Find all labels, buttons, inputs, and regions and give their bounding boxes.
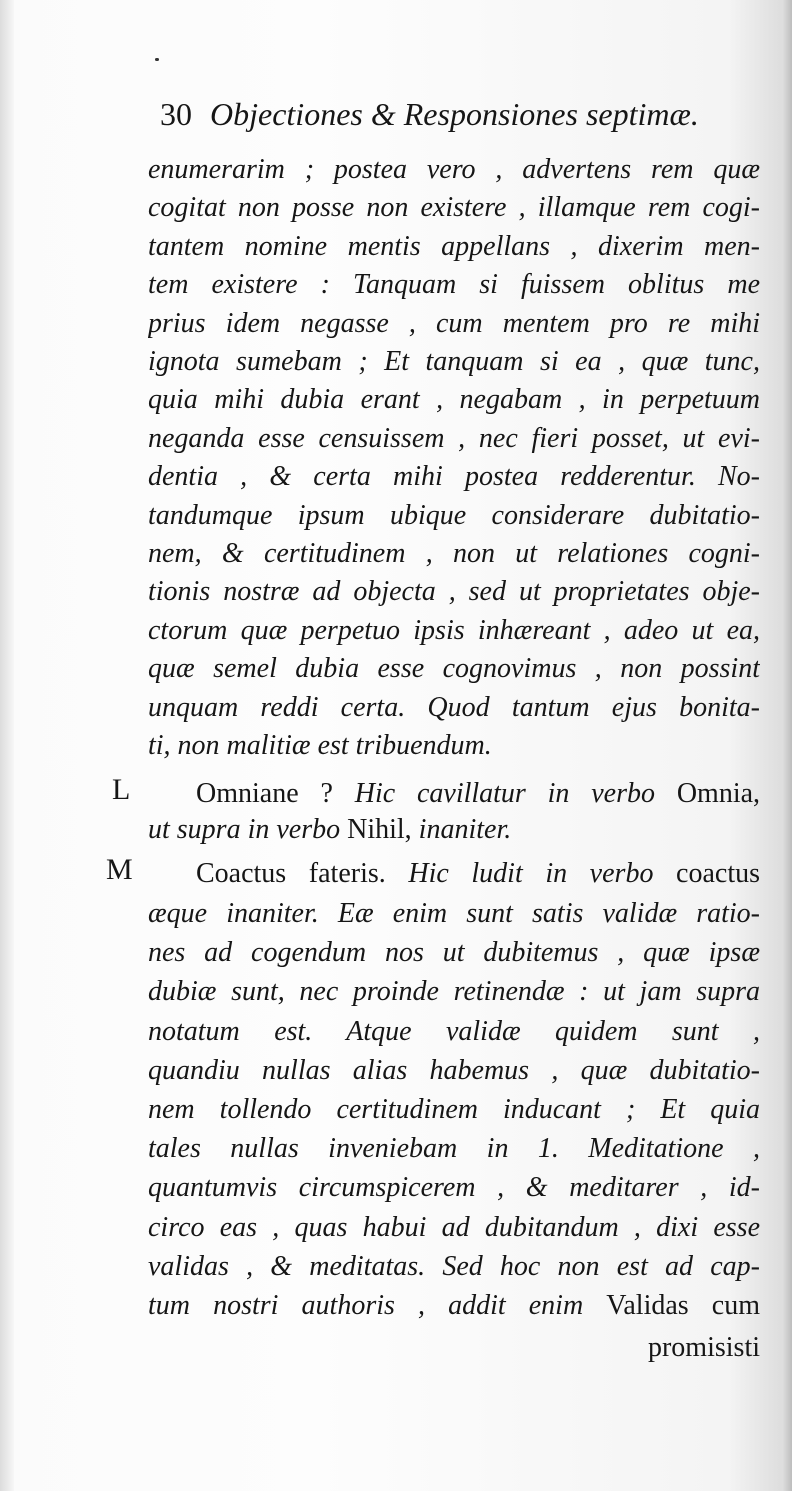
text-line: dentia , & certa mihi postea redderentur. No- — [148, 461, 760, 493]
text-line: notatum est. Atque validæ quidem sunt , — [148, 1015, 760, 1047]
text-line: neganda esse censuissem , nec fieri posset, ut evi- — [148, 422, 760, 454]
text-line: quantumvis circumspicerem , & meditarer , id- — [148, 1172, 760, 1204]
text-line: quæ semel dubia esse cognovimus , non possint — [148, 653, 760, 685]
section-m-last-line-keyword: Validas cum — [606, 1290, 760, 1321]
text-line: nes ad cogendum nos ut dubitemus , quæ ipsæ — [148, 937, 760, 969]
page-edge — [782, 0, 792, 1491]
text-line: quandiu nullas alias habemus , quæ dubitatio- — [148, 1054, 760, 1086]
text-line: tandumque ipsum ubique considerare dubitatio- — [148, 499, 760, 531]
text-line: ctorum quæ perpetuo ipsis inhæreant , adeo ut ea, — [148, 614, 760, 646]
section-m-comment: Hic ludit in verbo — [408, 858, 654, 889]
text-line: ti, non malitiæ est tribuendum. — [148, 730, 492, 761]
gutter-shadow — [0, 0, 14, 1491]
running-header — [160, 92, 760, 136]
text-line: enumerarim ; postea vero , advertens rem quæ — [148, 154, 760, 185]
text-line: tionis nostræ ad objecta , sed ut proprietates obje- — [148, 576, 760, 608]
section-l-quote: Omniane ? — [196, 778, 333, 809]
margin-marker-l: L — [112, 773, 131, 806]
section-l-line-2-keyword: Nihil, — [347, 814, 412, 845]
section-l-keyword: Omnia, — [676, 778, 760, 809]
text-line: nem tollendo certitudinem inducant ; Et quia — [148, 1094, 760, 1125]
section-m-last-line-text: tum nostri authoris , addit enim — [148, 1290, 584, 1321]
section-l-line-2-b: inaniter. — [418, 814, 512, 845]
text-line: unquam reddi certa. Quod tantum ejus bonita- — [148, 691, 760, 723]
text-line: quia mihi dubia erant , negabam , in perpetuum — [148, 384, 760, 416]
text-line: validas , & meditatas. Sed hoc non est ad cap- — [148, 1250, 760, 1282]
text-line: ignota sumebam ; Et tanquam si ea , quæ tunc, — [148, 346, 760, 377]
section-m-line-1 — [196, 856, 760, 892]
section-m-quote: Coactus fateris. — [196, 858, 386, 889]
text-line: dubiæ sunt, nec proinde retinendæ : ut jam supra — [148, 976, 760, 1008]
text-line: tem existere : Tanquam si fuissem oblitus me — [148, 269, 760, 301]
text-line: circo eas , quas habui ad dubitandum , dixi esse — [148, 1211, 760, 1243]
section-l-line-2-a: ut supra in verbo — [148, 814, 341, 845]
text-line: æque inaniter. Eæ enim sunt satis validæ ratio- — [148, 898, 760, 929]
running-title: Objectiones & Responsiones septimæ. — [210, 96, 699, 132]
text-line: prius idem negasse , cum mentem pro re mihi — [148, 307, 760, 339]
catchword: promisisti — [647, 1332, 760, 1363]
section-l-line-2 — [148, 812, 760, 848]
section-l-comment: Hic cavillatur in verbo — [354, 778, 655, 809]
text-line: nem, & certitudinem , non ut relationes cogni- — [148, 538, 760, 569]
section-m-keyword: coactus — [676, 858, 760, 889]
margin-marker-m: M — [106, 853, 133, 886]
text-line: tantem nomine mentis appellans , dixerim men- — [148, 230, 760, 262]
section-m-last-line — [148, 1288, 760, 1324]
section-l-line-1 — [196, 776, 760, 812]
text-line: tales nullas inveniebam in 1. Meditatione , — [148, 1133, 760, 1165]
ink-speck — [155, 58, 159, 61]
text-line: cogitat non posse non existere , illamque rem cogi- — [148, 192, 760, 224]
page-number: 30 — [160, 96, 192, 132]
